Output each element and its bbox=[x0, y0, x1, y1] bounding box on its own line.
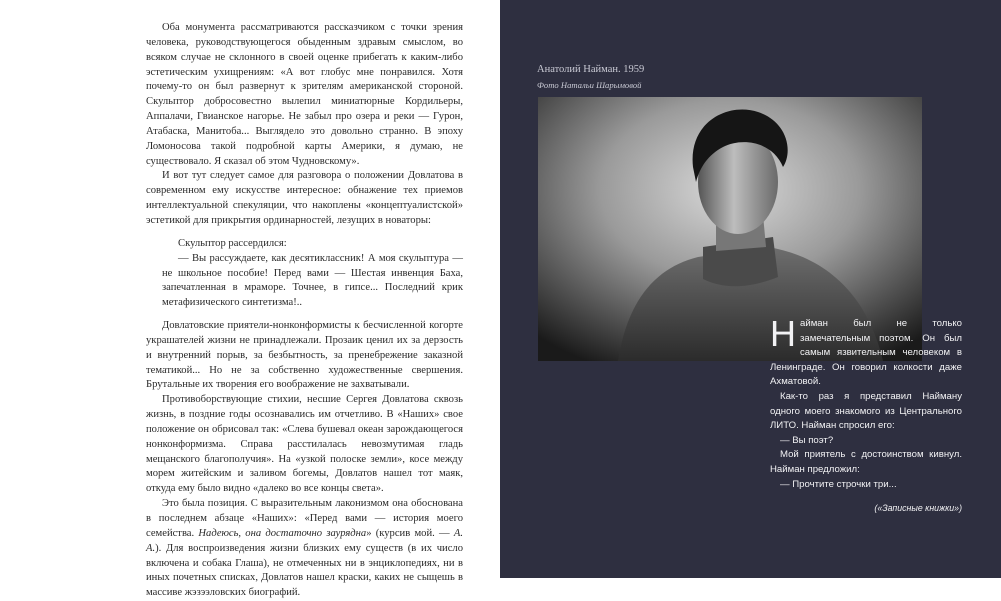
caption-credit: Фото Натальи Шарымовой bbox=[537, 80, 642, 90]
paragraph-3 bbox=[146, 319, 463, 393]
text-run: Противоборствующие стихии, несшие Сергея Довлатова сквозь жизнь, в поздние годы осознавались им отчетливо. В «Наших» свое положение он обрисовал так: «Слева бушевал океан зарождающегося нонконформизма. Справа расстилалась невозмутимая гладь мещанского благополучия». На «узкой полоске земли», косе между морем житейским и заливом богемы, Довлатов нашел тот маяк, откуда ему было видно «далеко во все концы света». bbox=[146, 394, 463, 495]
italic-run: Надеюсь, она достаточно заурядна bbox=[198, 527, 367, 539]
paragraph-1 bbox=[146, 21, 463, 169]
quote-text bbox=[162, 252, 463, 311]
text-run: Это была позиция. С выразительным лаконизмом она обоснована в последнем абзаце «Наших»: «Перед вами — история моего семейства. bbox=[146, 498, 463, 539]
text-run: И вот тут следует самое для разговора о положении Довлатова в современном ему искусстве интересное: обнажение тех приемов интеллектуальной спекуляции, что накоплены «концептуалистской» эстетикой для прикрытия ординарностей, лезущих в новаторы: bbox=[146, 170, 463, 226]
quote-line: Мой приятель с достоинством кивнул. Найман предложил: bbox=[770, 449, 962, 475]
drop-cap: Н bbox=[770, 313, 796, 354]
paragraph-2 bbox=[146, 169, 463, 228]
italic-run: А. А. bbox=[146, 527, 463, 554]
text-run: ). Для воспроизведения жизни близких ему существ (в их число включена и собака Глаша), не отмеченных ни в энциклопедиях, ни в иных почетных списках, Довлатов нашел краски, каких не сыщешь в массиве жэзээловских биографий. bbox=[146, 542, 463, 599]
text-run: Оба монумента рассматриваются рассказчиком с точки зрения человека, руководствующегося обыденным здравым смыслом, во всяком случае не склонного в своей оценке прибегать к каким-либо эстетическим ухищрениям: «А вот глобус мне понравился. Хотя почему-то он был развернут к зрителям американской стороной. Скульптор добросовестно вылепил миниатюрные Кордильеры, Аппалачи, Гвианское нагорье. Не забыл про озера и реки — Гурон, Атабаска, Манитоба... Выглядело это довольно странно. В эпоху Ломоносова такой подробной карты Америки, я думаю, не существовало. Я сказал об этом Чудновскому». bbox=[146, 22, 463, 167]
text-run: Довлатовские приятели-нонконформисты к бесчисленной когорте украшателей жизни не принадлежали. Прозаик ценил их за дерзость и внутренний порыв, за безбытность, за пренебрежение заказной тематикой... Но не за собственно художественные свершения. Брутальные их творения его воображение не захватывали. bbox=[146, 320, 463, 391]
caption-name: Анатолий Найман. 1959 bbox=[537, 64, 645, 75]
quote-line: Как-то раз я представил Найману одного моего знакомого из Центрального ЛИТО. Найман спросил его: bbox=[770, 390, 962, 432]
body-text-column bbox=[146, 21, 463, 601]
quote-source: («Записные книжки») bbox=[874, 503, 962, 514]
text-run: » (курсив мой. — bbox=[366, 527, 454, 539]
quote-line: — Прочтите строчки три... bbox=[780, 478, 897, 490]
left-page bbox=[0, 0, 500, 599]
sidebar-quote bbox=[770, 313, 962, 516]
quote-line: — Вы поэт? bbox=[780, 434, 834, 446]
quote-intro bbox=[162, 237, 463, 252]
text-run: Скульптор рассердился: bbox=[178, 237, 287, 249]
text-run: — Вы рассуждаете, как десятиклассник! А моя скульптура — не школьное пособие! Перед вами — Шестая инвенция Баха, запечатленная в мраморе. Точнее, в гипсе... Последний крик метафизического синтетизма!.. bbox=[162, 252, 463, 309]
photo-caption bbox=[537, 63, 644, 91]
quote-line: айман был не только замечательным поэтом. Он был самым язвительным человеком в Ленинграде. Он говорил колкости даже Ахматовой. bbox=[770, 318, 962, 388]
paragraph-5 bbox=[146, 497, 463, 601]
paragraph-4 bbox=[146, 393, 463, 497]
